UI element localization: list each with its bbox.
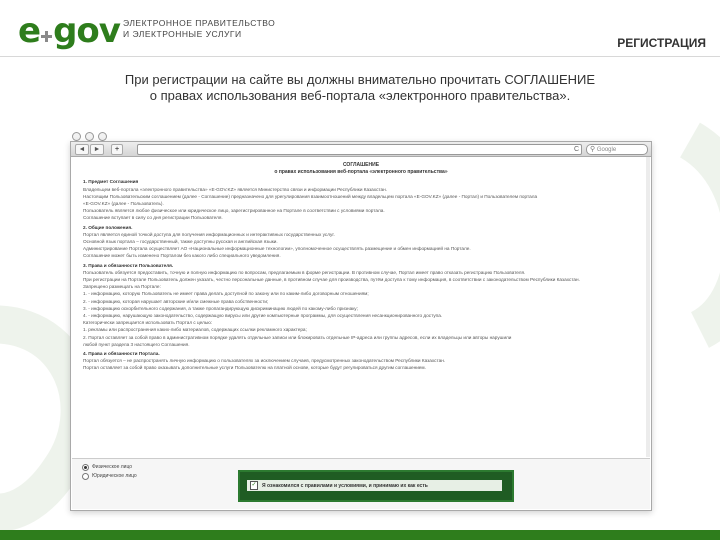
window-maximize-button[interactable] — [98, 132, 107, 141]
agreement-paragraph: При регистрации на Портале Пользователь должен указать, честно персональные данные, в противном случае для производства, путём доступа к тому информация, в соответствии с законодательством Республики Казахстан. — [83, 277, 580, 283]
search-placeholder: Google — [596, 147, 617, 153]
agreement-paragraph: Портал обязуется – не распространять личную информацию о пользователях за исключением случаев, предусмотренных законодательством Республики Казахстан. — [83, 358, 446, 364]
agreement-paragraph: «E-GOV.KZ» (далее - Пользователь). — [83, 201, 164, 207]
radio-individual-control[interactable] — [82, 464, 89, 471]
agreement-paragraph: Администрирование Портала осуществляет АО «Национальные информационные технологии», уполномоченное осуществлять размещение и обмен информацией на Портале. — [83, 246, 471, 252]
agreement-paragraph: Основной язык портала – государственный, также доступны русская и английская языки. — [83, 239, 278, 245]
radio-legal-label: Юридическое лицо — [92, 473, 137, 479]
agreement-paragraph: Настоящим Пользовательским соглашением (далее - Соглашение) предназначено для урегулирования взаимоотношений между владельцем портала «E-GOV.KZ» (далее - Портал) и Пользователем портала — [83, 193, 538, 199]
agree-panel — [238, 470, 514, 502]
add-bookmark-button[interactable]: + — [111, 144, 123, 155]
agreement-paragraph: любой пункт раздела 3 настоящего Соглашения. — [83, 341, 190, 347]
agreement-paragraph: 3. - информацию оскорбительного содержания, а также пропагандирующую дискриминацию людей по какому-либо признаку; — [83, 305, 358, 311]
agreement-section-heading: 4. Права и обязанности Портала. — [83, 351, 160, 357]
agree-label: Я ознакомился с правилами и условиями, и принимаю их как есть — [262, 482, 428, 489]
subtitle-line-2: И ЭЛЕКТРОННЫЕ УСЛУГИ — [123, 29, 242, 39]
agree-checkbox-row[interactable] — [247, 480, 502, 491]
agreement-subtitle: о правах использования веб-портала «электронного правительства» — [274, 169, 448, 176]
agreement-paragraph: Портал является единой точкой доступа для получения информационных и интерактивных государственных услуг. — [83, 231, 335, 237]
radio-individual-label: Физическое лицо — [92, 464, 133, 470]
header-divider — [0, 56, 720, 57]
egov-logo[interactable] — [18, 11, 120, 51]
search-icon: ⚲ — [590, 146, 596, 153]
agreement-section-heading: 1. Предмет Соглашения — [83, 179, 139, 185]
agreement-paragraph: Запрещено размещать на Портале: — [83, 284, 161, 290]
back-button[interactable]: ◄ — [75, 144, 89, 155]
agreement-paragraph: Пользователь является любое физическое или юридическое лицо, зарегистрированное на Портале в соответствии с условиями портала. — [83, 208, 385, 214]
agreement-title: СОГЛАШЕНИЕ — [342, 162, 380, 168]
agreement-paragraph: 2. - информацию, которая нарушает авторские и/или смежные права собственности; — [83, 298, 269, 304]
agreement-paragraph: Соглашение может быть изменено Порталом без какого либо специального уведомления. — [83, 253, 281, 259]
radio-individual[interactable] — [82, 464, 132, 471]
radio-legal-entity[interactable] — [82, 473, 137, 480]
agree-checkbox[interactable]: ✓ — [251, 482, 257, 488]
intro-line-2: о правах использования веб-портала «электронного правительства». — [149, 88, 571, 103]
agreement-paragraph: Соглашение вступает в силу со дня регистрации Пользователя. — [83, 215, 223, 221]
forward-button[interactable]: ► — [90, 144, 104, 155]
agreement-paragraph: 4. - информацию, нарушающую законодательство, содержащую вирусы или другие компьютерные программы, для осуществления несанкционированного доступа. — [83, 313, 443, 319]
agreement-paragraph: Портал оставляет за собой право оказывать дополнительные услуги Пользователю на платной основе, которые будут регулироваться другим соглашением. — [83, 365, 426, 371]
agreement-sections — [83, 178, 639, 371]
refresh-icon[interactable]: C — [573, 146, 579, 153]
agreement-section-heading: 3. Права и обязанности Пользователя. — [83, 262, 174, 268]
registration-options — [72, 458, 650, 509]
page-title: РЕГИСТРАЦИЯ — [617, 36, 706, 50]
subtitle-line-1: ЭЛЕКТРОННОЕ ПРАВИТЕЛЬСТВО — [123, 18, 276, 28]
browser-search-input[interactable] — [586, 144, 648, 155]
intro-text — [60, 72, 660, 104]
agreement-paragraph: Владельцем веб-портала «электронного правительства» «E-GOV.KZ» является Министерство связи и информации Республики Казахстан. — [83, 186, 388, 192]
logo-plus-icon — [41, 31, 52, 42]
header-subtitle — [123, 18, 275, 40]
window-minimize-button[interactable] — [85, 132, 94, 141]
browser-window — [70, 141, 652, 511]
agreement-document — [83, 162, 639, 454]
intro-line-1: При регистрации на сайте вы должны внимательно прочитать СОГЛАШЕНИЕ — [124, 72, 596, 87]
logo-gov: gov — [53, 11, 120, 51]
agreement-paragraph: 1. - информацию, которую Пользователь не имеет права делать доступной по закону или по каким-либо договорным отношениям; — [83, 291, 369, 297]
agreement-paragraph: Категорически запрещается использовать Портал с целью: — [83, 320, 213, 326]
agreement-paragraph: 2. Портал оставляет за собой право в административном порядке удалять отдельные записи или блокировать отдельные IP-адреса или группы адресов, если их владельцы или авторы нарушили — [83, 334, 512, 340]
footer-bar — [0, 530, 720, 540]
browser-toolbar — [71, 142, 651, 157]
agreement-paragraph: 1. рекламы или распространения каких-либо материалов, содержащих ссылки рекламного характера; — [83, 327, 307, 333]
radio-legal-control[interactable] — [82, 473, 89, 480]
document-scrollbar[interactable] — [646, 157, 650, 457]
window-close-button[interactable] — [72, 132, 81, 141]
agreement-section-heading: 2. Общие положения. — [83, 224, 133, 230]
logo-e: e — [18, 11, 41, 51]
address-bar[interactable] — [137, 144, 582, 155]
window-controls — [72, 132, 107, 141]
agreement-paragraph: Пользователь обязуется предоставить, точную и полную информацию по вопросам, предлагаемым в форме регистрации. В противном случае, Портал имеет право отказать регистрацию Пользователя. — [83, 269, 526, 275]
